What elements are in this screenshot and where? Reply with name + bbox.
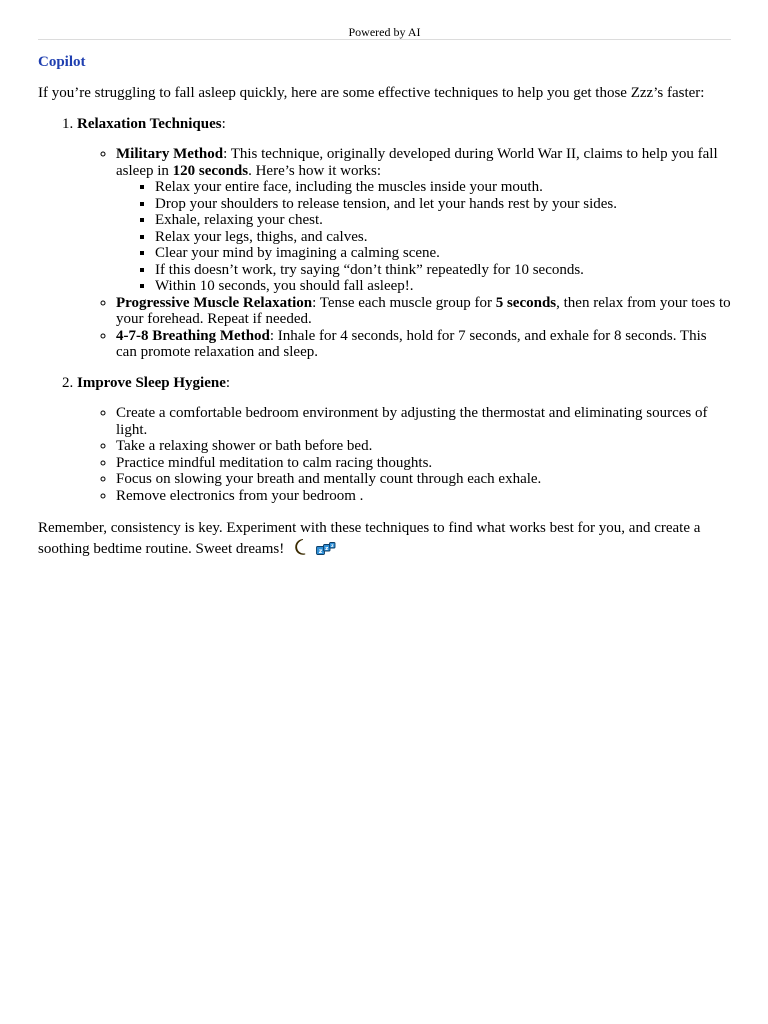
section-sleep-hygiene: 2. Improve Sleep Hygiene: ◦ Create a comfortable bedroom environment by adjusting the thermostat and eliminating sources of light. ◦ Take a relaxing shower or bath before bed. ◦ Practice mindful meditation to calm racing thoughts. ◦ Focus on slowing your breath and mentally count through each exhale. ◦ Remove electronics from your bedroom . (77, 375, 731, 505)
relaxation-methods-list (77, 146, 731, 361)
list-item: ▪ Relax your legs, thighs, and calves. (155, 229, 731, 246)
list-item: ▪ If this doesn’t work, try saying “don’t think” repeatedly for 10 seconds. (155, 262, 731, 279)
closing-text: Remember, consistency is key. Experiment with these techniques to find what works best for you, and create a soothing bedtime routine. Sweet dreams! (38, 520, 701, 557)
list-item: ▪ Exhale, relaxing your chest. (155, 212, 731, 229)
powered-by-header: Powered by AI (38, 0, 731, 40)
method-title: 4-7-8 Breathing Method (116, 327, 270, 344)
document-page (38, 0, 731, 562)
list-item: ◦ Remove electronics from your bedroom . (116, 488, 731, 505)
list-item: ▪ Within 10 seconds, you should fall asleep!. (155, 278, 731, 295)
closing-paragraph (38, 519, 731, 562)
copilot-label: Copilot (38, 54, 86, 70)
list-item: ◦ Create a comfortable bedroom environment by adjusting the thermostat and eliminating sources of light. (116, 405, 731, 438)
method-title: Military Method (116, 146, 224, 162)
list-item: ◦ Practice mindful meditation to calm racing thoughts. (116, 455, 731, 472)
crescent-moon-icon (291, 538, 309, 562)
highlight-value: 120 seconds (172, 162, 249, 179)
list-item: ▪ Drop your shoulders to release tension, and let your hands rest by your sides. (155, 196, 731, 213)
highlight-value: 5 seconds (495, 294, 557, 311)
list-item: ▪ Clear your mind by imagining a calming scene. (155, 245, 731, 262)
list-item: ◦ Take a relaxing shower or bath before bed. (116, 438, 731, 455)
svg-text:z: z (318, 547, 323, 555)
sleep-hygiene-list (77, 405, 731, 504)
section-relaxation: 1. Relaxation Techniques: ◦ Military Method: This technique, originally developed during World War II, claims to help you fall asleep in 120 seconds. Here’s how it works: ▪ Relax your entire face, including the muscles inside your mouth. ▪ Drop your shoulders to release tension, and let your hands rest by your sides. ▪ Exhale, relaxing your chest. ▪ Relax your legs, thighs, and calves. ▪ Clear your mind by imagining a calming scene. ▪ If this doesn’t work, try saying “don’t think” repeatedly for 10 seconds. ▪ Within 10 seconds, you should fall asleep!. ◦ Progressive Muscle Relaxation: Tense each muscle group for 5 seconds, then relax from your toes to your forehead. Repeat if needed. ◦ 4-7-8 Breathing Method: Inhale for 4 seconds, hold for 7 seconds, and exhale for 8 seconds. This can promote relaxation and sleep. (77, 116, 731, 361)
answer-content (38, 85, 731, 562)
svg-text:z: z (324, 545, 329, 552)
section-title: Relaxation Techniques (77, 115, 222, 132)
list-item: ◦ Focus on slowing your breath and mentally count through each exhale. (116, 471, 731, 488)
svg-text:z: z (330, 544, 334, 549)
military-steps-list (116, 179, 731, 295)
list-item-progressive-muscle-relaxation: ◦ Progressive Muscle Relaxation: Tense each muscle group for 5 seconds, then relax from your toes to your forehead. Repeat if needed. (116, 295, 731, 328)
method-title: Progressive Muscle Relaxation (116, 294, 313, 311)
list-item-478-breathing: ◦ 4-7-8 Breathing Method: Inhale for 4 seconds, hold for 7 seconds, and exhale for 8 seconds. This can promote relaxation and sleep. (116, 328, 731, 361)
section-title: Improve Sleep Hygiene (77, 374, 226, 391)
intro-paragraph: If you’re struggling to fall asleep quickly, here are some effective techniques to help you get those Zzz’s faster: (38, 85, 705, 101)
sleeping-zzz-icon (316, 542, 336, 562)
techniques-list (38, 116, 731, 505)
list-item: ▪ Relax your entire face, including the muscles inside your mouth. (155, 179, 731, 196)
list-item-military-method: ◦ Military Method: This technique, originally developed during World War II, claims to help you fall asleep in 120 seconds. Here’s how it works: ▪ Relax your entire face, including the muscles inside your mouth. ▪ Drop your shoulders to release tension, and let your hands rest by your sides. ▪ Exhale, relaxing your chest. ▪ Relax your legs, thighs, and calves. ▪ Clear your mind by imagining a calming scene. ▪ If this doesn’t work, try saying “don’t think” repeatedly for 10 seconds. ▪ Within 10 seconds, you should fall asleep!. (116, 146, 731, 295)
